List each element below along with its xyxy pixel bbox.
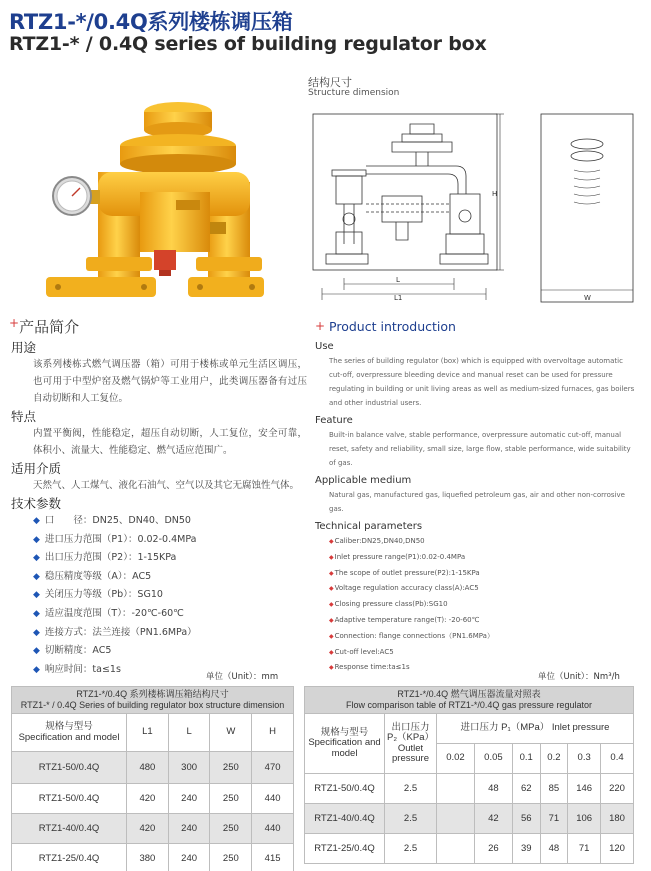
list-item: ◆ 连接方式：法兰连接（PN1.6MPa）	[33, 626, 197, 638]
list-item: ◆Closing pressure class(Pb):SG10	[329, 600, 448, 609]
dim-h-label: H	[492, 190, 498, 198]
list-item: ◆The scope of outlet pressure(P2):1-15KPa	[329, 568, 480, 577]
section-header-cn: +产品简介	[9, 316, 80, 336]
list-item: ◆ 切断精度：AC5	[33, 645, 112, 657]
list-item: ◆Connection: flange connections（PN1.6MPa）	[329, 631, 494, 640]
structure-dimension-table	[11, 686, 294, 871]
table-row: RTZ1-25/0.4Q 380 240 250 415	[12, 844, 294, 871]
page-title-cn: RTZ1-*/0.4Q系列楼栋调压箱	[9, 10, 293, 34]
tech-heading-en: Technical parameters	[315, 521, 423, 532]
table-row: RTZ1-25/0.4Q 2.5 26 39 48 71 120	[305, 834, 634, 864]
section-header-en: + Product introduction	[315, 319, 456, 334]
list-item: ◆Voltage regulation accuracy class(A):AC5	[329, 584, 479, 593]
structure-label-cn: 结构尺寸	[308, 76, 352, 89]
dim-l1-label: L1	[394, 294, 403, 302]
table1-unit: 单位（Unit）：mm	[206, 672, 279, 682]
use-heading-en: Use	[315, 341, 334, 352]
table1-col-header: L1	[127, 714, 169, 752]
medium-heading-en: Applicable medium	[315, 475, 412, 486]
medium-text-en: Natural gas, manufactured gas, liquefied petroleum gas, air and other non-corrosive gas.	[329, 491, 625, 513]
list-item: ◆ 口 径：DN25、DN40、DN50	[33, 515, 191, 526]
table2-col-header: 0.02	[437, 744, 475, 774]
table2-outlet-header: 出口压力 P₂（KPa） Outlet pressure	[385, 714, 437, 774]
table1-caption: RTZ1-*/0.4Q 系列楼栋调压箱结构尺寸 RTZ1-* / 0.4Q Series of building regulator box structure dimension	[12, 687, 294, 714]
table-row: RTZ1-40/0.4Q 420 240 250 440	[12, 814, 294, 844]
table2-col-header: 0.3	[568, 744, 601, 774]
list-item: ◆ 响应时间：ta≤1s	[33, 663, 121, 675]
table2-unit: 单位（Unit）：Nm³/h	[538, 672, 620, 682]
list-item: ◆ 关闭压力等级（Pb）：SG10	[33, 589, 163, 601]
regulator-product-photo	[28, 72, 278, 312]
table-row: RTZ1-40/0.4Q 2.5 42 56 71 106 180	[305, 804, 634, 834]
table2-col-header: 0.2	[540, 744, 568, 774]
table2-col-header: 0.05	[474, 744, 512, 774]
list-item: ◆Inlet pressure range(P1):0.02-0.4MPa	[329, 552, 466, 561]
structure-dimension-drawing	[306, 104, 642, 310]
list-item: ◆Caliber:DN25,DN40,DN50	[329, 537, 425, 545]
list-item: ◆ 稳压精度等级（A）：AC5	[33, 570, 152, 582]
list-item: ◆Response time:ta≤1s	[329, 663, 410, 672]
dim-w-label: W	[584, 294, 591, 302]
tech-list-cn	[11, 512, 311, 679]
table-row: RTZ1-50/0.4Q 480 300 250 470	[12, 752, 294, 784]
list-item: ◆ 适应温度范围（T）：-20℃-60℃	[33, 607, 184, 619]
table1-col-header: L	[168, 714, 210, 752]
feature-heading-cn: 特点	[11, 409, 37, 424]
list-item: ◆Cut-off level:AC5	[329, 647, 394, 656]
table2-col-header: 0.4	[601, 744, 634, 774]
feature-text-en: Built-in balance valve, stable performance, overpressure automatic cut-off, manual reset, safety and reliability, small size, large flow, stable performance, wide suitability of gas.	[329, 431, 631, 467]
structure-label-en: Structure dimension	[308, 88, 400, 98]
feature-heading-en: Feature	[315, 415, 353, 426]
use-text-cn: 该系列楼栋式燃气调压器（箱）可用于楼栋或单元生活区调压，也可用于中型炉窑及燃气锅炉等工业用户，此类调压器备有过压自动切断和人工复位。	[33, 359, 307, 404]
page-title-en: RTZ1-* / 0.4Q series of building regulator box	[9, 33, 487, 55]
list-item: ◆Adaptive temperature range(T): -20-60℃	[329, 615, 480, 624]
intro-cn-column	[11, 338, 311, 679]
feature-text-cn: 内置平衡阀，性能稳定，超压自动切断，人工复位，安全可靠，体积小、流量大、性能稳定、燃气适应范围广。	[33, 428, 307, 456]
table1-col-header: W	[210, 714, 252, 752]
medium-text-cn: 天然气、人工煤气、液化石油气、空气以及其它无腐蚀性气体。	[33, 480, 300, 491]
table2-inlet-header: 进口压力 P₁（MPa） Inlet pressure	[437, 714, 634, 744]
dim-l-label: L	[396, 276, 400, 284]
table-row: RTZ1-50/0.4Q 2.5 48 62 85 146 220	[305, 774, 634, 804]
tech-list-en	[315, 534, 635, 676]
list-item: ◆ 出口压力范围（P2）：1-15KPa	[33, 552, 177, 564]
use-text-en: The series of building regulator (box) which is equipped with overvoltage automatic cut-off, overpressure bleeding device and manual reset can be used for pressure regulating in building or unit living areas as well as medium-sized furnaces, gas boilers and other industrial users.	[329, 357, 635, 407]
table-row: RTZ1-50/0.4Q 420 240 250 440	[12, 784, 294, 814]
table1-col-header: H	[252, 714, 294, 752]
list-item: ◆ 进口压力范围（P1）：0.02-0.4MPa	[33, 533, 197, 545]
table2-model-header: 规格与型号 Specification and model	[305, 714, 385, 774]
tech-heading-cn: 技术参数	[11, 496, 62, 511]
medium-heading-cn: 适用介质	[11, 461, 62, 476]
intro-en-column	[315, 340, 635, 676]
table1-model-header: 规格与型号 Specification and model	[12, 714, 127, 752]
use-heading-cn: 用途	[11, 340, 37, 355]
table2-col-header: 0.1	[512, 744, 540, 774]
flow-comparison-table	[304, 686, 634, 864]
table2-caption: RTZ1-*/0.4Q 燃气调压器流量对照表 Flow comparison table of RTZ1-*/0.4Q gas pressure regulator	[305, 687, 634, 714]
